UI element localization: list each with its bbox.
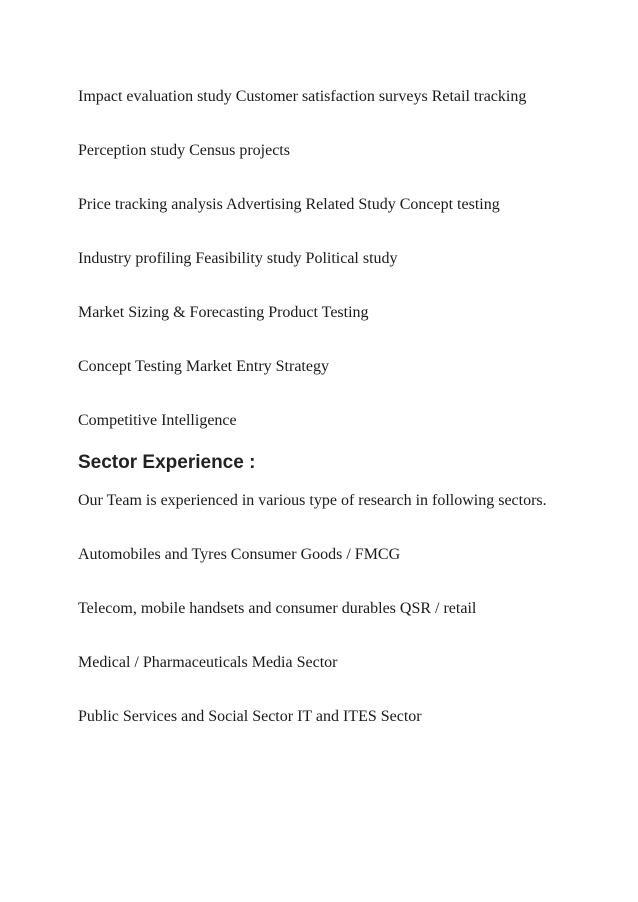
service-paragraph: Concept Testing Market Entry Strategy [78, 358, 329, 375]
service-paragraph: Market Sizing & Forecasting Product Testing [78, 304, 369, 321]
service-paragraph: Price tracking analysis Advertising Related Study Concept testing [78, 196, 500, 213]
service-paragraph: Impact evaluation study Customer satisfaction surveys Retail tracking [78, 88, 527, 105]
service-paragraph: Competitive Intelligence [78, 412, 237, 429]
service-paragraph: Perception study Census projects [78, 142, 290, 159]
sector-experience-heading: Sector Experience : [78, 452, 256, 473]
service-paragraph: Industry profiling Feasibility study Political study [78, 250, 398, 267]
sector-paragraph: Automobiles and Tyres Consumer Goods / FMCG [78, 546, 401, 563]
document-content [78, 84, 558, 758]
sector-paragraph: Medical / Pharmaceuticals Media Sector [78, 654, 338, 671]
sector-paragraph: Public Services and Social Sector IT and ITES Sector [78, 708, 422, 725]
sector-intro-paragraph: Our Team is experienced in various type of research in following sectors. [78, 492, 547, 509]
sector-paragraph: Telecom, mobile handsets and consumer durables QSR / retail [78, 600, 477, 617]
